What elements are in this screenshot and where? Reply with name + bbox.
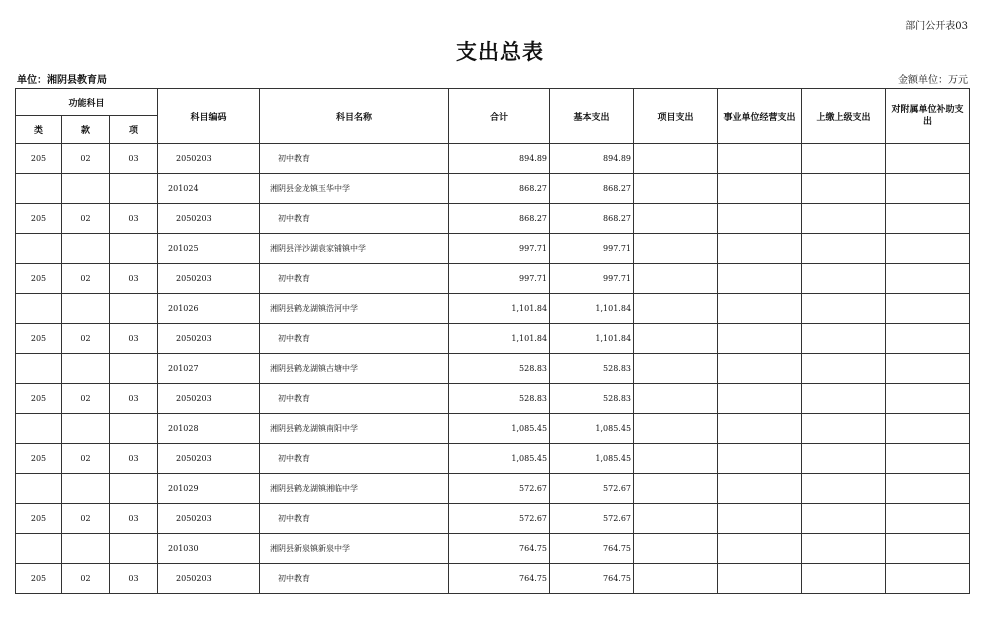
cell-business-expenditure (718, 384, 802, 414)
header-project-expenditure: 项目支出 (634, 89, 718, 144)
cell-remit-upper-expenditure (802, 444, 886, 474)
table-row (16, 234, 970, 264)
cell-subject-code: 201030 (158, 534, 260, 564)
cell-basic-expenditure: 868.27 (550, 174, 634, 204)
cell-subsidy-expenditure (886, 504, 970, 534)
cell-remit-upper-expenditure (802, 354, 886, 384)
cell-xiang: 03 (110, 444, 158, 474)
cell-project-expenditure (634, 174, 718, 204)
cell-basic-expenditure: 1,101.84 (550, 294, 634, 324)
header-subject-code: 科目编码 (158, 89, 260, 144)
header-subsidy-expenditure: 对附属单位补助支出 (886, 89, 970, 144)
cell-xiang (110, 234, 158, 264)
cell-subsidy-expenditure (886, 564, 970, 594)
cell-total: 1,085.45 (449, 414, 550, 444)
cell-total: 764.75 (449, 564, 550, 594)
cell-subject-name: 初中教育 (260, 264, 449, 294)
cell-subject-code: 201026 (158, 294, 260, 324)
cell-subject-name: 初中教育 (260, 564, 449, 594)
cell-kuan (62, 534, 110, 564)
cell-xiang: 03 (110, 564, 158, 594)
cell-lei (16, 414, 62, 444)
cell-kuan: 02 (62, 504, 110, 534)
cell-project-expenditure (634, 264, 718, 294)
cell-kuan: 02 (62, 144, 110, 174)
cell-subject-code: 2050203 (158, 504, 260, 534)
cell-lei (16, 294, 62, 324)
cell-subsidy-expenditure (886, 534, 970, 564)
cell-basic-expenditure: 1,101.84 (550, 324, 634, 354)
cell-basic-expenditure: 868.27 (550, 204, 634, 234)
cell-kuan (62, 174, 110, 204)
cell-kuan (62, 414, 110, 444)
cell-lei: 205 (16, 384, 62, 414)
cell-remit-upper-expenditure (802, 174, 886, 204)
header-kuan: 款 (62, 116, 110, 144)
cell-total: 894.89 (449, 144, 550, 174)
cell-business-expenditure (718, 534, 802, 564)
cell-basic-expenditure: 764.75 (550, 564, 634, 594)
cell-business-expenditure (718, 414, 802, 444)
cell-basic-expenditure: 997.71 (550, 264, 634, 294)
cell-basic-expenditure: 528.83 (550, 384, 634, 414)
cell-total: 1,101.84 (449, 294, 550, 324)
cell-project-expenditure (634, 534, 718, 564)
cell-lei (16, 174, 62, 204)
cell-subsidy-expenditure (886, 234, 970, 264)
cell-remit-upper-expenditure (802, 204, 886, 234)
cell-subsidy-expenditure (886, 144, 970, 174)
cell-subsidy-expenditure (886, 324, 970, 354)
cell-business-expenditure (718, 264, 802, 294)
cell-subject-code: 201029 (158, 474, 260, 504)
cell-subject-name: 湘阴县洋沙湖袁家铺镇中学 (260, 234, 449, 264)
cell-subsidy-expenditure (886, 444, 970, 474)
cell-subject-code: 2050203 (158, 204, 260, 234)
cell-project-expenditure (634, 324, 718, 354)
cell-kuan (62, 354, 110, 384)
cell-subsidy-expenditure (886, 474, 970, 504)
cell-subject-code: 201028 (158, 414, 260, 444)
cell-subsidy-expenditure (886, 354, 970, 384)
cell-kuan: 02 (62, 264, 110, 294)
cell-remit-upper-expenditure (802, 324, 886, 354)
table-row (16, 504, 970, 534)
page-title: 支出总表 (456, 39, 544, 64)
cell-business-expenditure (718, 474, 802, 504)
cell-lei (16, 534, 62, 564)
cell-kuan (62, 474, 110, 504)
cell-basic-expenditure: 1,085.45 (550, 414, 634, 444)
cell-remit-upper-expenditure (802, 564, 886, 594)
cell-lei: 205 (16, 504, 62, 534)
cell-subject-code: 2050203 (158, 144, 260, 174)
cell-xiang: 03 (110, 384, 158, 414)
cell-subject-name: 湘阴县鹤龙湖镇浩河中学 (260, 294, 449, 324)
cell-subsidy-expenditure (886, 204, 970, 234)
cell-remit-upper-expenditure (802, 264, 886, 294)
cell-business-expenditure (718, 204, 802, 234)
cell-total: 528.83 (449, 384, 550, 414)
cell-xiang: 03 (110, 324, 158, 354)
cell-xiang (110, 414, 158, 444)
cell-subject-name: 湘阴县金龙镇玉华中学 (260, 174, 449, 204)
header-business-expenditure: 事业单位经营支出 (718, 89, 802, 144)
cell-project-expenditure (634, 504, 718, 534)
cell-subsidy-expenditure (886, 174, 970, 204)
cell-basic-expenditure: 997.71 (550, 234, 634, 264)
table-row (16, 414, 970, 444)
cell-total: 764.75 (449, 534, 550, 564)
table-row (16, 144, 970, 174)
cell-remit-upper-expenditure (802, 294, 886, 324)
cell-subject-name: 初中教育 (260, 384, 449, 414)
header-lei: 类 (16, 116, 62, 144)
cell-kuan: 02 (62, 324, 110, 354)
header-total: 合计 (449, 89, 550, 144)
cell-remit-upper-expenditure (802, 144, 886, 174)
cell-xiang: 03 (110, 204, 158, 234)
cell-business-expenditure (718, 444, 802, 474)
cell-remit-upper-expenditure (802, 414, 886, 444)
cell-subject-code: 201024 (158, 174, 260, 204)
cell-lei: 205 (16, 144, 62, 174)
cell-project-expenditure (634, 384, 718, 414)
table-row (16, 534, 970, 564)
header-subject-name: 科目名称 (260, 89, 449, 144)
cell-project-expenditure (634, 294, 718, 324)
cell-subject-name: 湘阴县新泉镇新泉中学 (260, 534, 449, 564)
cell-basic-expenditure: 528.83 (550, 354, 634, 384)
table-row (16, 324, 970, 354)
cell-business-expenditure (718, 564, 802, 594)
cell-subsidy-expenditure (886, 414, 970, 444)
cell-subsidy-expenditure (886, 294, 970, 324)
cell-total: 528.83 (449, 354, 550, 384)
cell-subject-name: 初中教育 (260, 324, 449, 354)
cell-project-expenditure (634, 474, 718, 504)
cell-remit-upper-expenditure (802, 384, 886, 414)
cell-project-expenditure (634, 414, 718, 444)
cell-project-expenditure (634, 444, 718, 474)
cell-kuan: 02 (62, 384, 110, 414)
table-row (16, 174, 970, 204)
table-body (16, 144, 970, 594)
table-row (16, 294, 970, 324)
cell-remit-upper-expenditure (802, 474, 886, 504)
cell-subject-name: 湘阴县鹤龙湖镇湘临中学 (260, 474, 449, 504)
amount-unit-label: 金额单位：万元 (898, 75, 968, 86)
cell-subject-name: 湘阴县鹤龙湖镇古塘中学 (260, 354, 449, 384)
form-number: 部门公开表03 (905, 21, 968, 32)
cell-subject-name: 初中教育 (260, 144, 449, 174)
cell-subsidy-expenditure (886, 384, 970, 414)
cell-project-expenditure (634, 204, 718, 234)
cell-lei: 205 (16, 324, 62, 354)
header-xiang: 项 (110, 116, 158, 144)
cell-subject-code: 201027 (158, 354, 260, 384)
cell-business-expenditure (718, 324, 802, 354)
cell-subject-code: 201025 (158, 234, 260, 264)
cell-subject-code: 2050203 (158, 384, 260, 414)
cell-subject-name: 初中教育 (260, 444, 449, 474)
cell-xiang (110, 174, 158, 204)
cell-lei (16, 354, 62, 384)
cell-subject-code: 2050203 (158, 564, 260, 594)
table-row (16, 564, 970, 594)
cell-total: 572.67 (449, 504, 550, 534)
table-row (16, 354, 970, 384)
cell-basic-expenditure: 572.67 (550, 504, 634, 534)
cell-xiang (110, 534, 158, 564)
cell-total: 1,085.45 (449, 444, 550, 474)
table-row (16, 264, 970, 294)
header-basic-expenditure: 基本支出 (550, 89, 634, 144)
cell-remit-upper-expenditure (802, 234, 886, 264)
cell-project-expenditure (634, 234, 718, 264)
cell-business-expenditure (718, 234, 802, 264)
cell-subject-code: 2050203 (158, 324, 260, 354)
cell-remit-upper-expenditure (802, 534, 886, 564)
cell-remit-upper-expenditure (802, 504, 886, 534)
cell-subject-name: 初中教育 (260, 504, 449, 534)
cell-lei (16, 234, 62, 264)
table-row (16, 204, 970, 234)
cell-lei: 205 (16, 564, 62, 594)
cell-xiang: 03 (110, 264, 158, 294)
cell-subject-name: 湘阴县鹤龙湖镇南阳中学 (260, 414, 449, 444)
cell-xiang: 03 (110, 504, 158, 534)
cell-subject-code: 2050203 (158, 264, 260, 294)
cell-kuan (62, 294, 110, 324)
table-row (16, 384, 970, 414)
cell-project-expenditure (634, 144, 718, 174)
unit-label: 单位：湘阴县教育局 (17, 75, 107, 86)
cell-subsidy-expenditure (886, 264, 970, 294)
cell-business-expenditure (718, 504, 802, 534)
cell-lei: 205 (16, 204, 62, 234)
cell-total: 997.71 (449, 234, 550, 264)
cell-total: 997.71 (449, 264, 550, 294)
table-row (16, 474, 970, 504)
cell-business-expenditure (718, 294, 802, 324)
cell-project-expenditure (634, 564, 718, 594)
cell-business-expenditure (718, 354, 802, 384)
cell-lei: 205 (16, 264, 62, 294)
cell-basic-expenditure: 764.75 (550, 534, 634, 564)
cell-business-expenditure (718, 174, 802, 204)
cell-total: 868.27 (449, 174, 550, 204)
cell-project-expenditure (634, 354, 718, 384)
cell-xiang (110, 294, 158, 324)
cell-kuan: 02 (62, 444, 110, 474)
cell-subject-code: 2050203 (158, 444, 260, 474)
cell-kuan (62, 234, 110, 264)
cell-total: 868.27 (449, 204, 550, 234)
cell-basic-expenditure: 1,085.45 (550, 444, 634, 474)
cell-lei: 205 (16, 444, 62, 474)
header-function-subject: 功能科目 (16, 89, 158, 116)
cell-total: 1,101.84 (449, 324, 550, 354)
cell-lei (16, 474, 62, 504)
cell-xiang (110, 474, 158, 504)
cell-xiang: 03 (110, 144, 158, 174)
cell-kuan: 02 (62, 204, 110, 234)
cell-basic-expenditure: 894.89 (550, 144, 634, 174)
table-row (16, 444, 970, 474)
cell-total: 572.67 (449, 474, 550, 504)
header-remit-upper-expenditure: 上缴上级支出 (802, 89, 886, 144)
cell-business-expenditure (718, 144, 802, 174)
expenditure-table (15, 88, 970, 594)
cell-subject-name: 初中教育 (260, 204, 449, 234)
cell-xiang (110, 354, 158, 384)
cell-basic-expenditure: 572.67 (550, 474, 634, 504)
cell-kuan: 02 (62, 564, 110, 594)
